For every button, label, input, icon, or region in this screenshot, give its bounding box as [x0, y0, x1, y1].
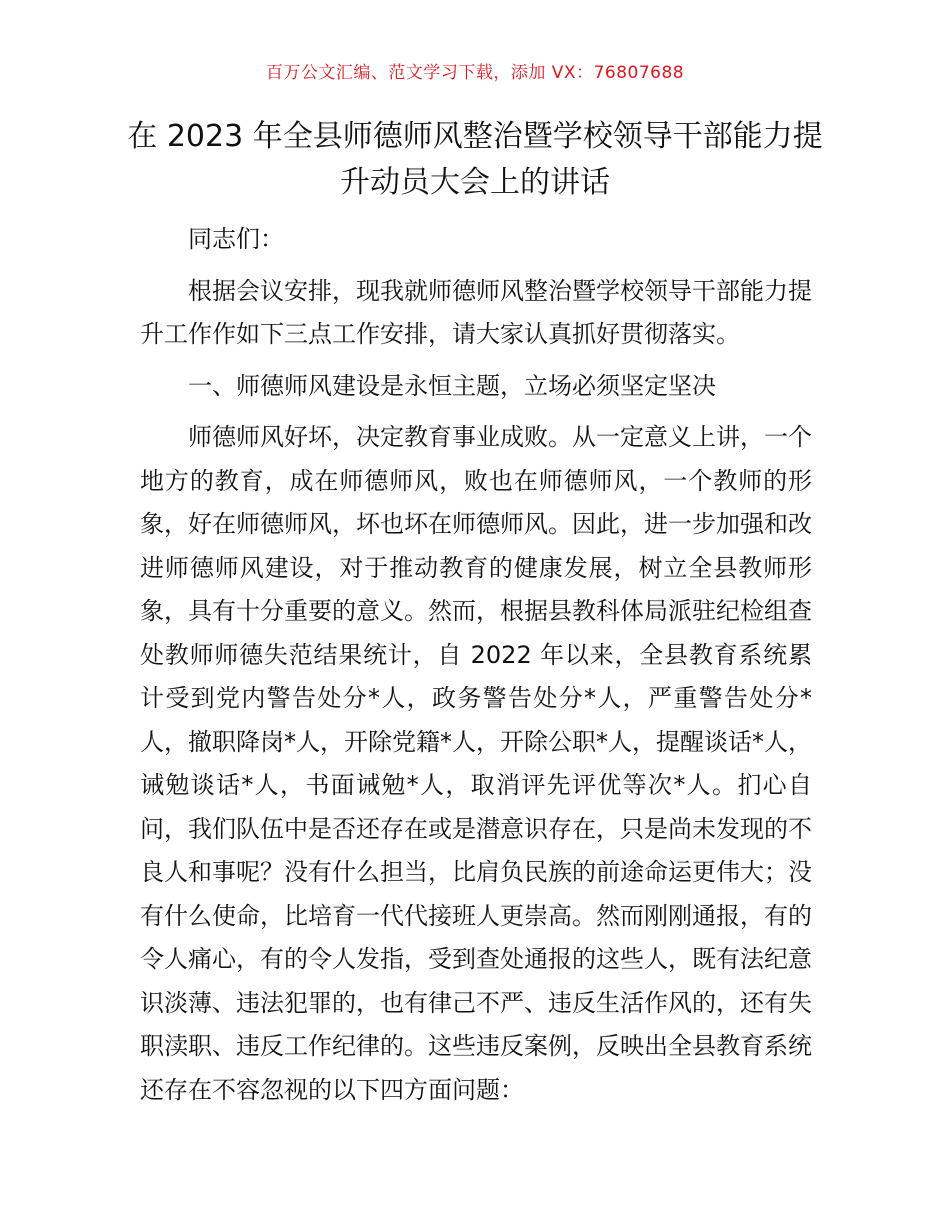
salutation: 同志们： [188, 225, 284, 253]
document-title: 在 2023 年全县师德师风整治暨学校领导干部能力提升动员大会上的讲话 [127, 119, 823, 200]
section-1-paragraph: 师德师风好坏，决定教育事业成败。从一定意义上讲，一个地方的教育，成在师德师风，败也在师德师风，一个教师的形象，好在师德师风，坏也坏在师德师风。因此，进一步加强和改进师德师风建设，对于推动教育的健康发展，树立全县教师形象，具有十分重要的意义。然而，根据县教科体局派驻纪检组查处教师师德失范结果统计，自 2022 年以来，全县教育系统累计受到党内警告处分*人，政务警告处分*人，严重警告处分*人，撤职降岗*人，开除党籍*人，开除公职*人，提醒谈话*人，诫勉谈话*人，书面诫勉*人，取消评先评优等次*人。扪心自问，我们队伍中是否还存在或是潜意识存在，只是尚未发现的不良人和事呢？没有什么担当，比肩负民族的前途命运更伟大；没有什么使命，比培育一代代接班人更崇高。然而刚刚通报，有的令人痛心，有的令人发指，受到查处通报的这些人，既有法纪意识淡薄、违法犯罪的，也有律己不严、违反生活作风的，还有失职渎职、违反工作纪律的。这些违反案例，反映出全县教育系统还存在不容忽视的以下四方面问题： [140, 423, 812, 1104]
section-1-heading: 一、师德师风建设是永恒主题，立场必须坚定坚决 [188, 371, 716, 400]
document-body [140, 218, 812, 1112]
download-promo-note: 百万公文汇编、范文学习下载，添加 VX：76807688 [265, 63, 685, 83]
intro-paragraph: 根据会议安排，现我就师德师风整治暨学校领导干部能力提升工作作如下三点工作安排，请大家认真抓好贯彻落实。 [140, 276, 812, 348]
